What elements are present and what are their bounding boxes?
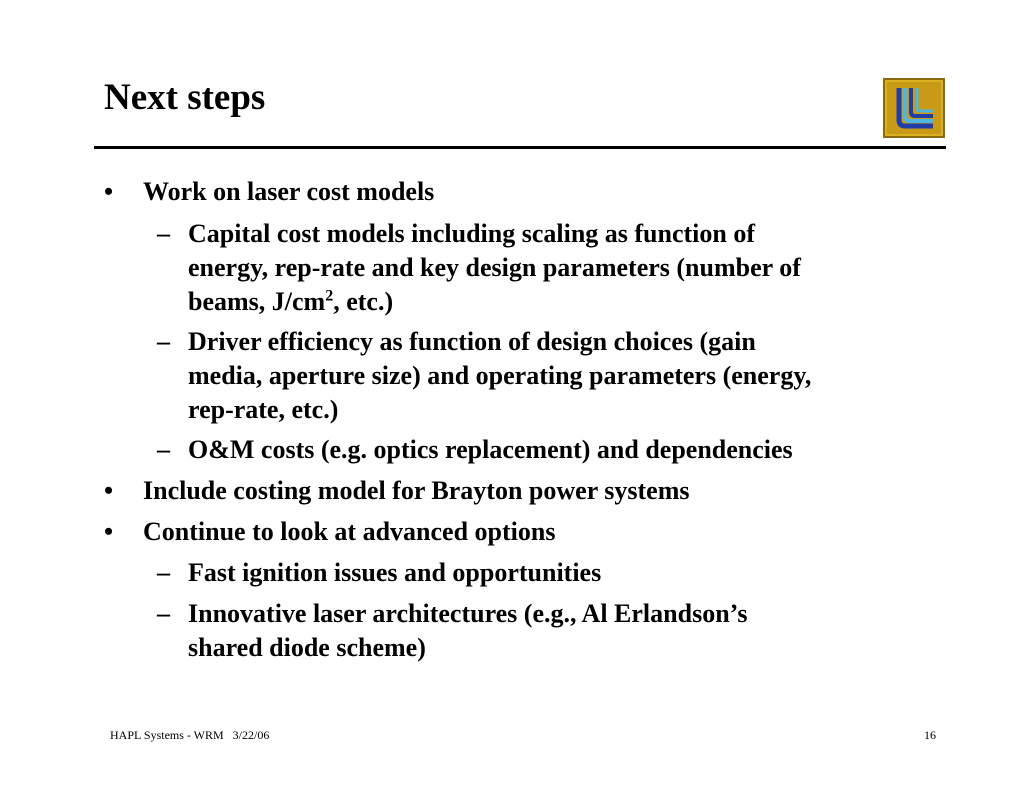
subbullet-text-line: Fast ignition issues and opportunities bbox=[188, 558, 602, 587]
subbullet-text-fragment: , etc.) bbox=[333, 287, 394, 316]
subbullet-text-line: O&M costs (e.g. optics replacement) and dependencies bbox=[188, 435, 793, 464]
subbullet-marker: – bbox=[157, 219, 170, 248]
subbullet-text-line: shared diode scheme) bbox=[188, 633, 426, 662]
subbullet-marker: – bbox=[157, 435, 170, 464]
subbullet-marker: – bbox=[157, 599, 170, 628]
slide-title: Next steps bbox=[104, 77, 266, 118]
subbullet-text-line: Capital cost models including scaling as function of bbox=[188, 219, 756, 248]
subbullet-marker: – bbox=[157, 558, 170, 587]
subbullet-text-line: energy, rep-rate and key design parameters (number of bbox=[188, 253, 801, 282]
bullet-marker: • bbox=[104, 177, 114, 206]
subbullet-marker: – bbox=[157, 327, 170, 356]
subbullet-text-line bbox=[188, 285, 393, 319]
subbullet-text-line: Innovative laser architectures (e.g., Al Erlandson’s bbox=[188, 599, 748, 628]
footer-label: HAPL Systems - WRM 3/22/06 bbox=[110, 728, 270, 742]
page-number: 16 bbox=[924, 728, 936, 742]
subbullet-text-line: media, aperture size) and operating parameters (energy, bbox=[188, 361, 812, 390]
bullet-text: Include costing model for Brayton power systems bbox=[143, 476, 690, 505]
bullet-text: Continue to look at advanced options bbox=[143, 517, 556, 546]
bullet-text: Work on laser cost models bbox=[143, 177, 435, 206]
subbullet-text-line: Driver efficiency as function of design choices (gain bbox=[188, 327, 756, 356]
bullet-marker: • bbox=[104, 517, 114, 546]
subbullet-text-fragment: beams, J/cm bbox=[188, 287, 326, 316]
subbullet-text-line: rep-rate, etc.) bbox=[188, 395, 339, 424]
superscript: 2 bbox=[325, 287, 334, 305]
bullet-marker: • bbox=[104, 476, 114, 505]
